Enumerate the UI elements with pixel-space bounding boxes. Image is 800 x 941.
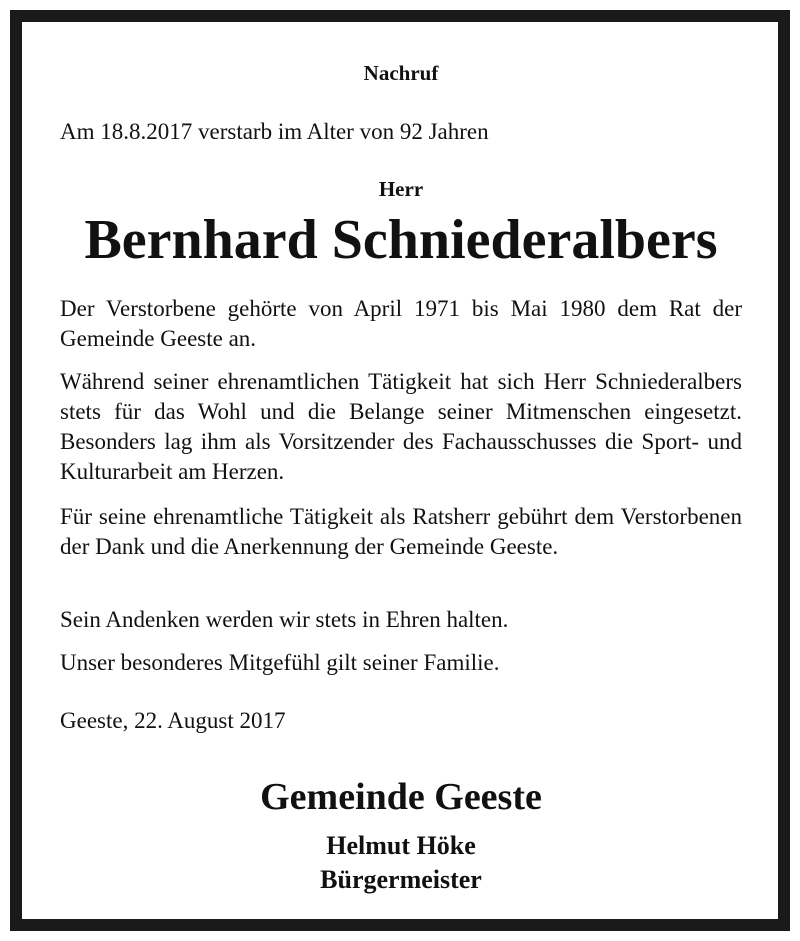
paragraph-condolence: Unser besonderes Mitgefühl gilt seiner Familie. (60, 650, 500, 675)
deceased-title: Herr (378, 177, 424, 201)
paragraph-remembrance: Sein Andenken werden wir stets in Ehren halten. (60, 607, 509, 632)
paragraph-council-membership: Der Verstorbene gehörte von April 1971 bis Mai 1980 dem Rat der Gemeinde Geeste an. (60, 296, 742, 351)
signature-signer: Helmut Höke (326, 831, 476, 860)
signature-role: Bürgermeister (320, 865, 482, 894)
notice-heading: Nachruf (363, 61, 439, 85)
paragraph-gratitude: Für seine ehrenamtliche Tätigkeit als Ratsherr gebührt dem Verstorbenen der Dank und die Anerkennung der Gemeinde Geeste. (60, 504, 742, 559)
dateline: Geeste, 22. August 2017 (60, 708, 286, 733)
signature-organization: Gemeinde Geeste (260, 776, 542, 818)
intro-line: Am 18.8.2017 verstarb im Alter von 92 Jahren (60, 119, 489, 144)
paragraph-volunteer-work: Während seiner ehrenamtlichen Tätigkeit hat sich Herr Schniederalbers stets für das Wohl und die Belange seiner Mitmenschen eingesetzt. Besonders lag ihm als Vorsitzender des Fachausschusses die Sport- und Kulturarbeit am Herzen. (60, 369, 742, 484)
deceased-name: Bernhard Schniederalbers (84, 209, 718, 271)
